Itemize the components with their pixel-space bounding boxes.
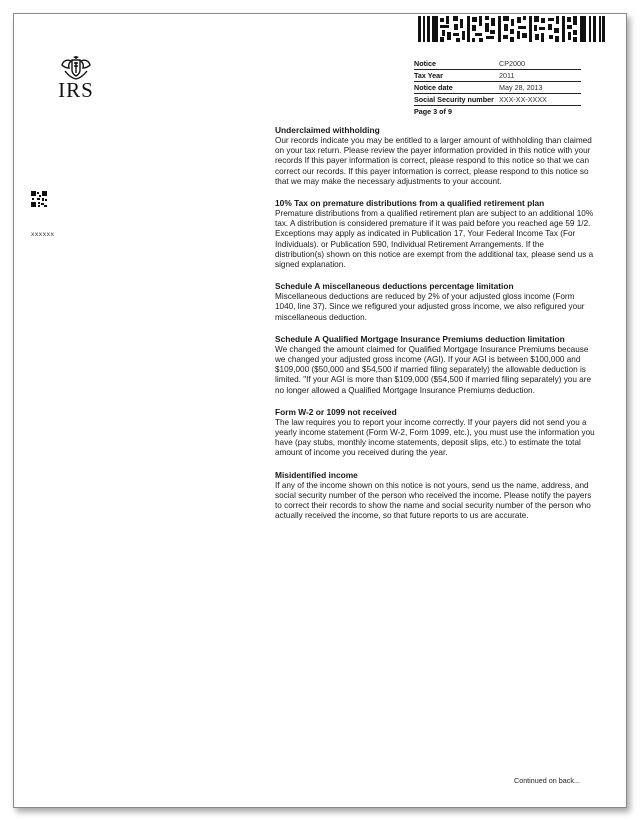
info-label: Social Security number [414,95,494,104]
info-row-ssn [414,94,581,106]
irs-logo [50,56,102,100]
continued-note: Continued on back... [514,776,580,785]
section-underclaimed-withholding [275,125,595,187]
notice-page [13,13,627,808]
section-mortgage-insurance [275,334,595,396]
section-text: We changed the amount claimed for Qualified Mortgage Insurance Premiums because we changed your adjusted gross income (AGI). If your AGI is between $100,000 and $109,000 ($50,000 and $54,500 if married filing separately) the allowable deduction is limited. "If your AGI is more than $109,000 ($54,500 if married filing separately) you are no longer allowed a Qualified Mortgage Insurance Premiums deduction. [275,344,592,395]
info-row-notice [414,58,581,70]
notice-body [275,125,595,530]
barcode-image [418,16,605,42]
section-heading: Schedule A Qualified Mortgage Insurance Premiums deduction limitation [275,333,565,344]
section-text: If any of the income shown on this notice is not yours, send us the name, address, and social security number of the person who received the income. Please notify the payers to correct their records to show the name and social security number of the person who actually received the income, so that future reports to us are accurate. [275,480,592,521]
info-row-notice-date [414,82,581,94]
section-premature-distributions [275,198,595,270]
info-value: CP2000 [499,59,525,68]
section-misc-deductions [275,281,595,323]
section-heading: 10% Tax on premature distributions from a qualified retirement plan [275,198,545,209]
info-label: Notice [414,59,436,68]
info-label: Notice date [414,83,453,92]
info-value: XXX-XX-XXXX [499,95,547,104]
section-text: Premature distributions from a qualified retirement plan are subject to an additional 10% tax. A distribution is considered premature if it was paid before you reached age 59 1/2. Exceptions may apply as indicated in Publication 17, Your Federal Income Tax (For Individuals). or Publication 590, Individual Retirement Arrangements. If the distribution(s) shown on this notice are exempt from the additional tax, please send us a signed explanation. [275,209,594,270]
section-text: Miscellaneous deductions are reduced by 2% of your adjusted gloss income (Form 1040, line 37). Since we refigured your adjusted gross income, we also refigured your miscellaneous deduction. [275,292,585,322]
section-text: The law requires you to report your income correctly. If your payers did not send you a yearly income statement (Form W-2, Form 1099, etc.), you must use the information you have (pay stubs, monthly income statements, deposit slips, etc.) to estimate the total amount of income you received during the year. [275,417,595,458]
section-heading: Misidentified income [275,469,358,480]
info-value: May 28, 2013 [499,83,543,92]
section-heading: Schedule A miscellaneous deductions percentage limitation [275,281,514,292]
qr-code-image [31,191,47,207]
info-value: 2011 [499,71,515,80]
masked-id: xxxxxx [31,231,55,238]
section-form-not-received [275,407,595,459]
section-misidentified-income [275,470,595,522]
section-text: Our records indicate you may be entitled to a larger amount of withholding than claimed on your tax return. Please review the payer information provided in this notice with your records If this payer information is correct, please respond to this notice so that we can correct our records. If this payer information is correct, please respond to this notice so that we may make the necessary adjustments to your account. [275,136,592,186]
info-label: Tax Year [414,71,443,80]
page-number: Page 3 of 9 [414,107,452,116]
agency-name: IRS [58,78,94,102]
section-heading: Form W-2 or 1099 not received [275,406,397,417]
info-row-tax-year [414,70,581,82]
notice-info-table [414,58,581,117]
section-heading: Underclaimed withholding [275,125,380,135]
